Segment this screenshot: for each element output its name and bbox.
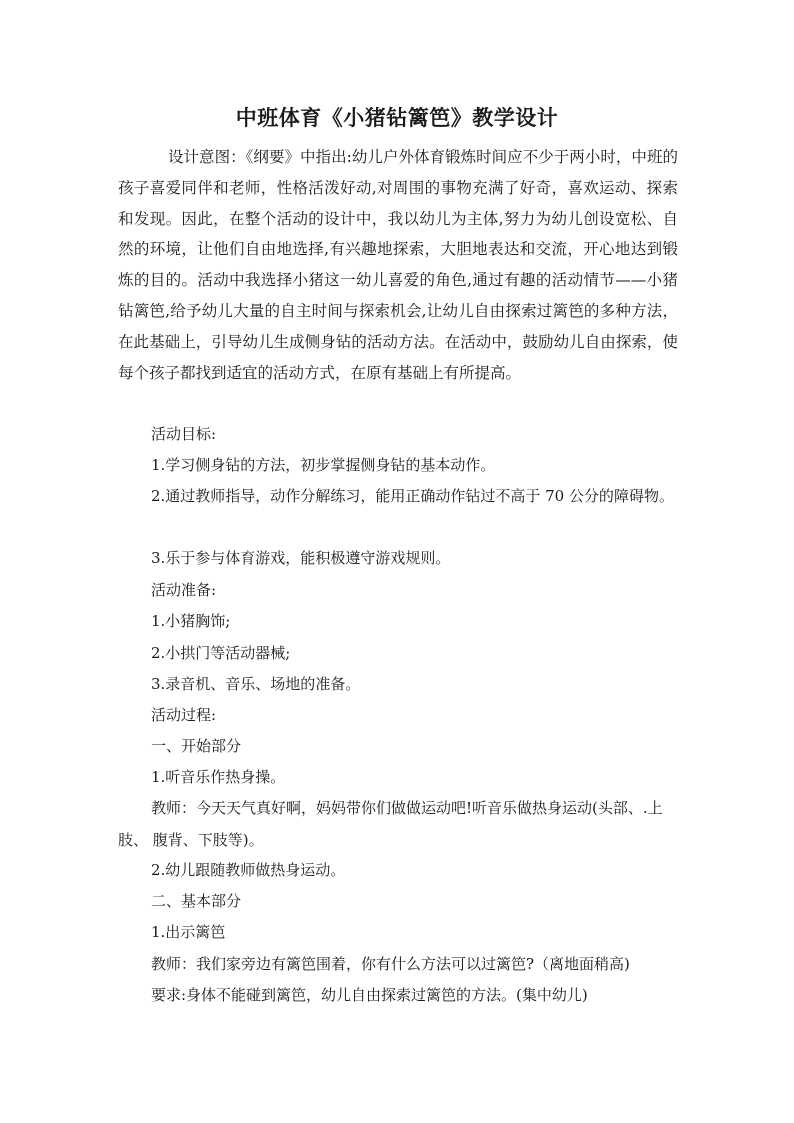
- part-1-heading: 一、开始部分: [151, 737, 242, 755]
- process-heading: 活动过程:: [151, 706, 217, 724]
- part-2-teacher-line: 教师：我们家旁边有篱笆围着，你有什么方法可以过篱笆?（离地面稍高): [151, 955, 630, 973]
- part-1-step-2: 2.幼儿跟随教师做热身运动。: [151, 861, 346, 879]
- part-1-step-1: 1.听音乐作热身操。: [151, 768, 286, 786]
- document-title: 中班体育《小猪钻篱笆》教学设计: [235, 105, 559, 130]
- part-2-step-1: 1.出示篱笆: [151, 923, 226, 941]
- design-intent-paragraph: 设计意图：《纲要》中指出:幼儿户外体育锻炼时间应不少于两小时，中班的孩子喜爱同伴和老师，性格活泼好动,对周围的事物充满了好奇，喜欢运动、探索和发现。因此，在整个活动的设计中，我以幼儿为主体,努力为幼儿创设宽松、自然的环境，让他们自由地选择,有兴趣地探索，大胆地表达和交流，开心地达到锻炼的目的。活动中我选择小猪这一幼儿喜爱的角色,通过有趣的活动情节——小猪钻篱笆,给予幼儿大量的自主时间与探索机会,让幼儿自由探索过篱笆的多种方法，在此基础上，引导幼儿生成侧身钻的活动方法。在活动中，鼓励幼儿自由探索，使每个孩子都找到适宜的活动方式，在原有基础上有所提高。: [118, 148, 678, 382]
- prep-item-1: 1.小猪胸饰;: [151, 612, 231, 630]
- goal-item-1: 1.学习侧身钻的方法，初步掌握侧身钻的基本动作。: [151, 456, 496, 474]
- goals-heading: 活动目标:: [151, 425, 217, 443]
- prep-heading: 活动准备:: [151, 581, 217, 599]
- part-2-requirement: 要求:身体不能碰到篱笆，幼儿自由探索过篱笆的方法。(集中幼儿): [151, 986, 588, 1004]
- prep-item-2: 2.小拱门等活动器械;: [151, 644, 291, 662]
- part-2-heading: 二、基本部分: [151, 892, 242, 910]
- goal-item-3: 3.乐于参与体育游戏，能积极遵守游戏规则。: [151, 549, 451, 567]
- part-1-teacher-line: 教师：今天天气真好啊，妈妈带你们做做运动吧!听音乐做热身运动(头部、.上肢、 腹背、下肢等)。: [118, 799, 663, 849]
- goal-item-2: 2.通过教师指导，动作分解练习，能用正确动作钻过不高于 70 公分的障碍物。: [151, 487, 674, 505]
- prep-item-3: 3.录音机、音乐、场地的准备。: [151, 675, 361, 693]
